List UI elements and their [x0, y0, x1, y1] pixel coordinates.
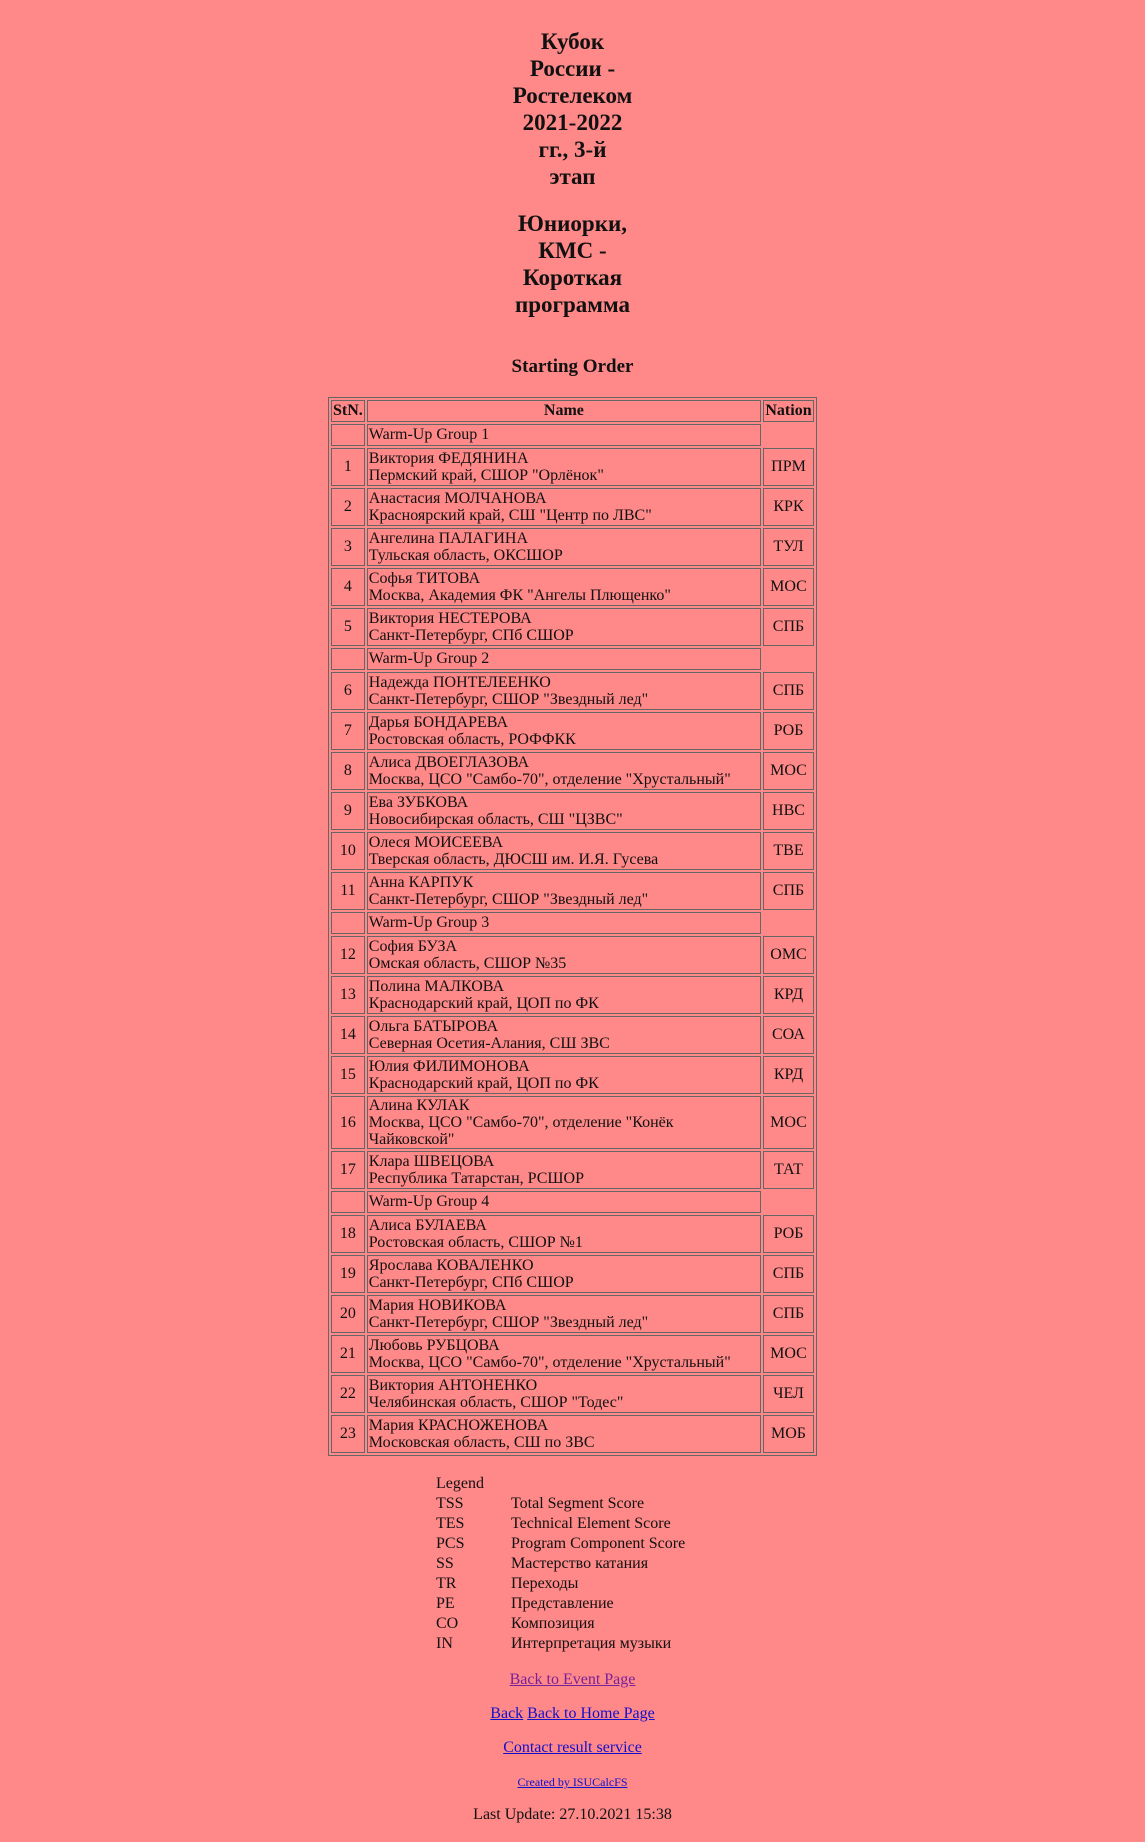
header-name: Name [367, 400, 761, 422]
skater-cell [367, 1375, 761, 1413]
table-row [331, 712, 814, 750]
skater-name: Софья ТИТОВА [368, 570, 481, 587]
legend-code: PE [436, 1595, 455, 1612]
header-stn: StN. [331, 400, 365, 422]
event-title-line: России - [529, 56, 616, 81]
nation-code: РОБ [763, 1215, 814, 1253]
skater-club: Северная Осетия-Алания, СШ ЗВС [368, 1035, 610, 1052]
nation-code: ОМС [763, 936, 814, 974]
skater-club: Пермский край, СШОР "Орлёнок" [368, 467, 604, 484]
table-row [331, 448, 814, 486]
skater-cell [367, 608, 761, 646]
legend-code: TR [436, 1575, 457, 1592]
table-body [331, 424, 814, 1453]
skater-cell [367, 1056, 761, 1094]
table-row [331, 1215, 814, 1253]
nation-code: КРК [763, 488, 814, 526]
legend-item [436, 1634, 685, 1654]
table-row [331, 1295, 814, 1333]
start-number: 4 [331, 568, 365, 606]
group-stn-cell [331, 424, 365, 446]
starting-order-heading: Starting Order [511, 356, 634, 377]
nation-code: ТУЛ [763, 528, 814, 566]
start-number: 8 [331, 752, 365, 790]
starting-order-table [328, 397, 817, 1456]
skater-name: Ангелина ПАЛАГИНА [368, 530, 528, 547]
nation-code: РОБ [763, 712, 814, 750]
legend-item [436, 1574, 685, 1594]
skater-name: Ярослава КОВАЛЕНКО [368, 1257, 534, 1274]
legend-item [436, 1514, 685, 1534]
skater-cell [367, 976, 761, 1014]
skater-cell [367, 1016, 761, 1054]
legend-code: IN [436, 1635, 453, 1652]
nation-code: КРД [763, 1056, 814, 1094]
table-row [331, 1096, 814, 1149]
skater-name: Виктория АНТОНЕНКО [368, 1377, 538, 1394]
skater-cell [367, 792, 761, 830]
table-row [331, 752, 814, 790]
table-row [331, 608, 814, 646]
nation-code: СОА [763, 1016, 814, 1054]
skater-club: Санкт-Петербург, СШОР "Звездный лед" [368, 691, 649, 708]
table-row [331, 1335, 814, 1373]
home-links-row [0, 1705, 1145, 1723]
skater-cell [367, 448, 761, 486]
skater-cell [367, 672, 761, 710]
skater-cell [367, 488, 761, 526]
table-row [331, 528, 814, 566]
start-number: 18 [331, 1215, 365, 1253]
category-title-line: Юниорки, [518, 211, 627, 236]
nation-code: СПБ [763, 608, 814, 646]
nation-code: ТВЕ [763, 832, 814, 870]
nation-code: СПБ [763, 872, 814, 910]
nation-code: МОС [763, 1335, 814, 1373]
nation-code: ЧЕЛ [763, 1375, 814, 1413]
warmup-group-row [331, 1191, 814, 1213]
start-number: 1 [331, 448, 365, 486]
legend-item [436, 1554, 685, 1574]
nation-code: МОС [763, 1096, 814, 1149]
page-header [0, 28, 1145, 318]
start-number: 3 [331, 528, 365, 566]
legend-code: TES [436, 1515, 465, 1532]
skater-club: Краснодарский край, ЦОП по ФК [368, 995, 599, 1012]
start-number: 11 [331, 872, 365, 910]
start-number: 7 [331, 712, 365, 750]
warmup-group-label: Warm-Up Group 2 [367, 648, 761, 670]
start-number: 17 [331, 1151, 365, 1189]
legend-item [436, 1534, 685, 1554]
start-number: 10 [331, 832, 365, 870]
legend-item [436, 1614, 685, 1634]
skater-name: Надежда ПОНТЕЛЕЕНКО [368, 674, 551, 691]
back-to-home-page-link[interactable]: Back to Home Page [527, 1705, 655, 1722]
header-nation: Nation [763, 400, 814, 422]
category-title-line: КМС - [538, 238, 607, 263]
legend-title: Legend [436, 1475, 484, 1492]
group-nation-cell [763, 648, 814, 670]
nation-code: ПРМ [763, 448, 814, 486]
legend-description: Переходы [511, 1575, 579, 1592]
warmup-group-label: Warm-Up Group 3 [367, 912, 761, 934]
warmup-group-row [331, 648, 814, 670]
created-by-row [0, 1775, 1145, 1790]
skater-cell [367, 1096, 761, 1149]
start-number: 6 [331, 672, 365, 710]
event-title-line: Ростелеком [512, 83, 633, 108]
start-number: 23 [331, 1415, 365, 1453]
category-title [503, 210, 643, 318]
skater-club: Москва, ЦСО "Самбо-70", отделение "Конёк Чайковской" [368, 1114, 674, 1148]
start-number: 21 [331, 1335, 365, 1373]
warmup-group-row [331, 912, 814, 934]
nation-code: СПБ [763, 1255, 814, 1293]
back-to-event-page-link[interactable]: Back to Event Page [509, 1671, 636, 1688]
skater-name: Виктория НЕСТЕРОВА [368, 610, 532, 627]
group-nation-cell [763, 1191, 814, 1213]
warmup-group-label: Warm-Up Group 4 [367, 1191, 761, 1213]
event-title-line: 2021-2022 [522, 110, 623, 135]
skater-club: Тульская область, ОКСШОР [368, 547, 563, 564]
skater-cell [367, 832, 761, 870]
skater-cell [367, 1151, 761, 1189]
skater-club: Краснодарский край, ЦОП по ФК [368, 1075, 599, 1092]
legend-description: Мастерство катания [511, 1555, 649, 1572]
start-number: 22 [331, 1375, 365, 1413]
nation-code: НВС [763, 792, 814, 830]
event-page-link-row [0, 1671, 1145, 1689]
created-by-link[interactable]: Created by ISUCalcFS [517, 1775, 628, 1789]
skater-club: Московская область, СШ по ЗВС [368, 1434, 595, 1451]
skater-club: Омская область, СШОР №35 [368, 955, 567, 972]
skater-name: Клара ШВЕЦОВА [368, 1153, 495, 1170]
skater-name: Ева ЗУБКОВА [368, 794, 469, 811]
skater-club: Санкт-Петербург, СПб СШОР [368, 1274, 574, 1291]
table-row [331, 1255, 814, 1293]
skater-cell [367, 1415, 761, 1453]
skater-name: Алина КУЛАК [368, 1097, 470, 1114]
nation-code: КРД [763, 976, 814, 1014]
skater-club: Санкт-Петербург, СШОР "Звездный лед" [368, 1314, 649, 1331]
skater-club: Москва, ЦСО "Самбо-70", отделение "Хрустальный" [368, 1354, 731, 1371]
start-number: 15 [331, 1056, 365, 1094]
skater-name: Алиса ДВОЕГЛАЗОВА [368, 754, 530, 771]
contact-result-service-link[interactable]: Contact result service [503, 1739, 642, 1756]
table-row [331, 1375, 814, 1413]
start-number: 5 [331, 608, 365, 646]
skater-club: Ростовская область, СШОР №1 [368, 1234, 583, 1251]
skater-name: Ольга БАТЫРОВА [368, 1018, 498, 1035]
skater-cell [367, 1215, 761, 1253]
skater-club: Москва, ЦСО "Самбо-70", отделение "Хрустальный" [368, 771, 731, 788]
nation-code: СПБ [763, 1295, 814, 1333]
warmup-group-label: Warm-Up Group 1 [367, 424, 761, 446]
skater-name: Мария НОВИКОВА [368, 1297, 507, 1314]
group-stn-cell [331, 1191, 365, 1213]
group-stn-cell [331, 912, 365, 934]
skater-club: Республика Татарстан, РСШОР [368, 1170, 585, 1187]
skater-club: Москва, Академия ФК "Ангелы Плющенко" [368, 587, 671, 604]
skater-cell [367, 1255, 761, 1293]
skater-name: Дарья БОНДАРЕВА [368, 714, 508, 731]
skater-club: Челябинская область, СШОР "Тодес" [368, 1394, 624, 1411]
start-number: 20 [331, 1295, 365, 1333]
table-row [331, 1415, 814, 1453]
nation-code: МОС [763, 752, 814, 790]
skater-name: София БУЗА [368, 938, 458, 955]
skater-cell [367, 528, 761, 566]
skater-club: Новосибирская область, СШ "ЦЗВС" [368, 811, 623, 828]
skater-name: Анна КАРПУК [368, 874, 474, 891]
skater-name: Анастасия МОЛЧАНОВА [368, 490, 547, 507]
nation-code: ТАТ [763, 1151, 814, 1189]
start-number: 13 [331, 976, 365, 1014]
legend-code: SS [436, 1555, 454, 1572]
legend-table [436, 1494, 685, 1654]
table-row [331, 1056, 814, 1094]
legend-description: Program Component Score [511, 1535, 686, 1552]
table-row [331, 872, 814, 910]
skater-name: Мария КРАСНОЖЕНОВА [368, 1417, 549, 1434]
skater-club: Красноярский край, СШ "Центр по ЛВС" [368, 507, 652, 524]
legend-item [436, 1494, 685, 1514]
event-title-line: Кубок [540, 29, 605, 54]
skater-name: Олеся МОИСЕЕВА [368, 834, 504, 851]
skater-club: Ростовская область, РОФФКК [368, 731, 576, 748]
skater-cell [367, 872, 761, 910]
category-title-line: Короткая [522, 265, 623, 290]
table-row [331, 832, 814, 870]
last-update: Last Update: 27.10.2021 15:38 [473, 1806, 672, 1823]
legend-description: Композиция [511, 1615, 595, 1632]
event-title-line: этап [549, 164, 596, 189]
table-row [331, 1016, 814, 1054]
category-title-line: программа [515, 292, 630, 317]
table-row [331, 568, 814, 606]
skater-cell [367, 752, 761, 790]
nation-code: СПБ [763, 672, 814, 710]
skater-cell [367, 712, 761, 750]
skater-name: Виктория ФЕДЯНИНА [368, 450, 529, 467]
event-title [503, 28, 643, 190]
table-row [331, 488, 814, 526]
skater-name: Юлия ФИЛИМОНОВА [368, 1058, 530, 1075]
legend-description: Technical Element Score [511, 1515, 671, 1532]
table-header-row [331, 400, 814, 422]
group-stn-cell [331, 648, 365, 670]
contact-link-row [0, 1739, 1145, 1757]
table-row [331, 672, 814, 710]
skater-club: Санкт-Петербург, СШОР "Звездный лед" [368, 891, 649, 908]
skater-cell [367, 1335, 761, 1373]
nation-code: МОБ [763, 1415, 814, 1453]
start-number: 19 [331, 1255, 365, 1293]
group-nation-cell [763, 424, 814, 446]
event-title-line: гг., 3-й [538, 137, 607, 162]
skater-cell [367, 936, 761, 974]
legend-code: PCS [436, 1535, 465, 1552]
skater-name: Полина МАЛКОВА [368, 978, 505, 995]
start-number: 9 [331, 792, 365, 830]
nation-code: МОС [763, 568, 814, 606]
skater-name: Алиса БУЛАЕВА [368, 1217, 487, 1234]
back-link[interactable]: Back [490, 1705, 524, 1722]
page-title [503, 28, 643, 318]
legend-body [436, 1494, 685, 1654]
start-number: 14 [331, 1016, 365, 1054]
table-row [331, 976, 814, 1014]
skater-club: Санкт-Петербург, СПб СШОР [368, 627, 574, 644]
table-row [331, 1151, 814, 1189]
skater-cell [367, 1295, 761, 1333]
legend [436, 1474, 685, 1654]
warmup-group-row [331, 424, 814, 446]
legend-description: Представление [511, 1595, 614, 1612]
skater-cell [367, 568, 761, 606]
table-row [331, 936, 814, 974]
table-row [331, 792, 814, 830]
skater-club: Тверская область, ДЮСШ им. И.Я. Гусева [368, 851, 659, 868]
legend-item [436, 1594, 685, 1614]
start-number: 16 [331, 1096, 365, 1149]
legend-description: Total Segment Score [511, 1495, 645, 1512]
start-number: 12 [331, 936, 365, 974]
start-number: 2 [331, 488, 365, 526]
skater-name: Любовь РУБЦОВА [368, 1337, 500, 1354]
group-nation-cell [763, 912, 814, 934]
legend-description: Интерпретация музыки [511, 1635, 672, 1652]
legend-code: TSS [436, 1495, 464, 1512]
legend-code: CO [436, 1615, 459, 1632]
